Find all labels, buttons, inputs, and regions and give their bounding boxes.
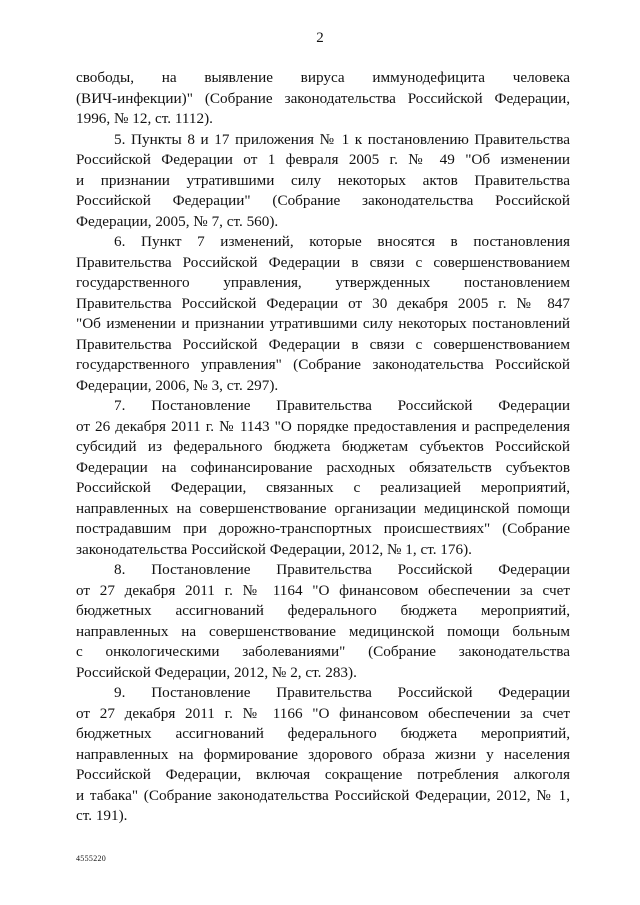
text-line: субсидий из федерального бюджета бюджетам субъектов Российской [76,438,570,455]
text-line: Федерации, 2005, № 7, ст. 560). [76,212,279,230]
text-line: Российской Федерации от 1 февраля 2005 г. № 49 "Об изменении [76,151,570,168]
text-line: направленных на совершенствование организации медицинской помощи [76,499,570,517]
text-line: государственного управления" (Собрание законодательства Российской [76,356,570,373]
text-line: и табака" (Собрание законодательства Российской Федерации, 2012, № 1, [76,786,570,804]
text-line: от 27 декабря 2011 г. № 1164 "О финансовом обеспечении за счет [76,581,570,599]
text-line: от 27 декабря 2011 г. № 1166 "О финансовом обеспечении за счет [76,704,570,722]
text-line: Федерации на софинансирование расходных обязательств субъектов [76,458,570,476]
text-line: 7. Постановление Правительства Российской Федерации [114,397,570,414]
text-line: государственного управления, утвержденных постановлением [76,274,570,291]
text-line: Российской Федерации, 2012, № 2, ст. 283). [76,663,357,681]
text-line: от 26 декабря 2011 г. № 1143 "О порядке предоставления и распределения [76,417,570,435]
paragraph [76,232,570,396]
text-line: 1996, № 12, ст. 1112). [76,110,213,127]
text-line: законодательства Российской Федерации, 2012, № 1, ст. 176). [76,540,472,558]
text-line: бюджетных ассигнований федерального бюджета мероприятий, [76,725,570,742]
paragraph [76,68,570,130]
paragraph [76,396,570,560]
text-line: 8. Постановление Правительства Российской Федерации [114,561,570,578]
text-line: бюджетных ассигнований федерального бюджета мероприятий, [76,602,570,619]
text-line: Правительства Российской Федерации в связи с совершенствованием [76,253,570,271]
page-number: 2 [316,30,324,46]
text-line: направленных на совершенствование медицинской помощи больным [76,622,570,640]
text-line: Федерации, 2006, № 3, ст. 297). [76,376,279,394]
text-line: Правительства Российской Федерации в связи с совершенствованием [76,335,570,353]
text-line: пострадавшим при дорожно-транспортных происшествиях" (Собрание [76,520,570,537]
paragraph [76,130,570,233]
text-line: 5. Пункты 8 и 17 приложения № 1 к постановлению Правительства [114,130,570,148]
text-line: Правительства Российской Федерации от 30 декабря 2005 г. № 847 [76,294,570,312]
text-line: ст. 191). [76,807,128,824]
text-line: 6. Пункт 7 изменений, которые вносятся в постановления [114,233,570,250]
text-line: Российской Федерации, связанных с реализацией мероприятий, [76,479,570,496]
text-line: 9. Постановление Правительства Российской Федерации [114,684,570,701]
text-line: направленных на формирование здорового образа жизни у населения [76,745,570,763]
document-code: 4555220 [76,854,107,863]
paragraph [76,560,570,683]
paragraph [76,683,570,827]
text-line: с онкологическими заболеваниями" (Собрание законодательства [76,643,570,660]
text-line: и признании утратившими силу некоторых актов Правительства [76,171,570,189]
text-line: Российской Федерации, включая сокращение потребления алкоголя [76,766,570,783]
text-line: (ВИЧ-инфекции)" (Собрание законодательства Российской Федерации, [76,89,570,107]
text-line: свободы, на выявление вируса иммунодефицита человека [76,69,570,86]
text-line: "Об изменении и признании утратившими силу некоторых постановлений [76,315,570,332]
text-line: Российской Федерации" (Собрание законодательства Российской [76,192,570,209]
document-body [76,68,570,827]
